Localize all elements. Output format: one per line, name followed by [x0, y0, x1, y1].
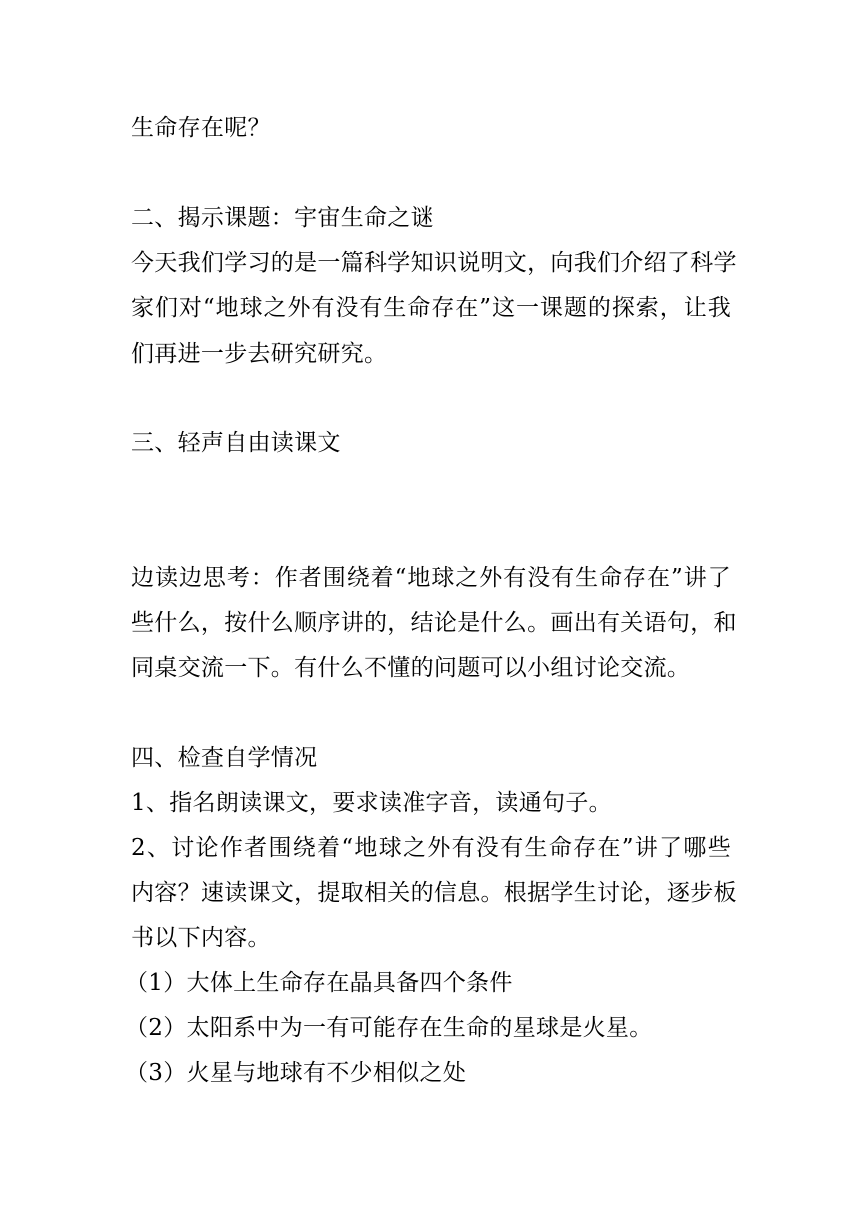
text-line-continuation: 生命存在呢？: [131, 115, 271, 141]
sub-list-item: （2）太阳系中为一有可能存在生命的星球是火星。: [125, 1015, 653, 1041]
sub-list-item: （1）大体上生命存在晶具备四个条件: [125, 970, 513, 996]
paragraph-line: 家们对“地球之外有没有生命存在”这一课题的探索，让我: [131, 295, 731, 321]
section-heading-3: 三、轻声自由读课文: [131, 430, 341, 456]
paragraph-line: 书以下内容。: [131, 925, 271, 951]
paragraph-line: 们再进一步去研究研究。: [131, 341, 388, 367]
paragraph-line: 同桌交流一下。有什么不懂的问题可以小组讨论交流。: [131, 655, 691, 681]
section-heading-4: 四、检查自学情况: [131, 745, 318, 771]
paragraph-line: 内容？速读课文，提取相关的信息。根据学生讨论，逐步板: [131, 880, 737, 906]
paragraph-line: 些什么，按什么顺序讲的，结论是什么。画出有关语句，和: [131, 610, 737, 636]
document-page: [125, 0, 737, 1216]
sub-list-item: （3）火星与地球有不少相似之处: [125, 1060, 467, 1086]
paragraph-line: 边读边思考：作者围绕着“地球之外有没有生命存在”讲了: [131, 565, 731, 591]
section-heading-2: 二、揭示课题：宇宙生命之谜: [131, 205, 434, 231]
list-item: 2、讨论作者围绕着“地球之外有没有生命存在”讲了哪些: [131, 835, 731, 861]
list-item: 1、指名朗读课文，要求读准字音，读通句子。: [131, 790, 612, 816]
paragraph-line: 今天我们学习的是一篇科学知识说明文，向我们介绍了科学: [131, 250, 737, 276]
